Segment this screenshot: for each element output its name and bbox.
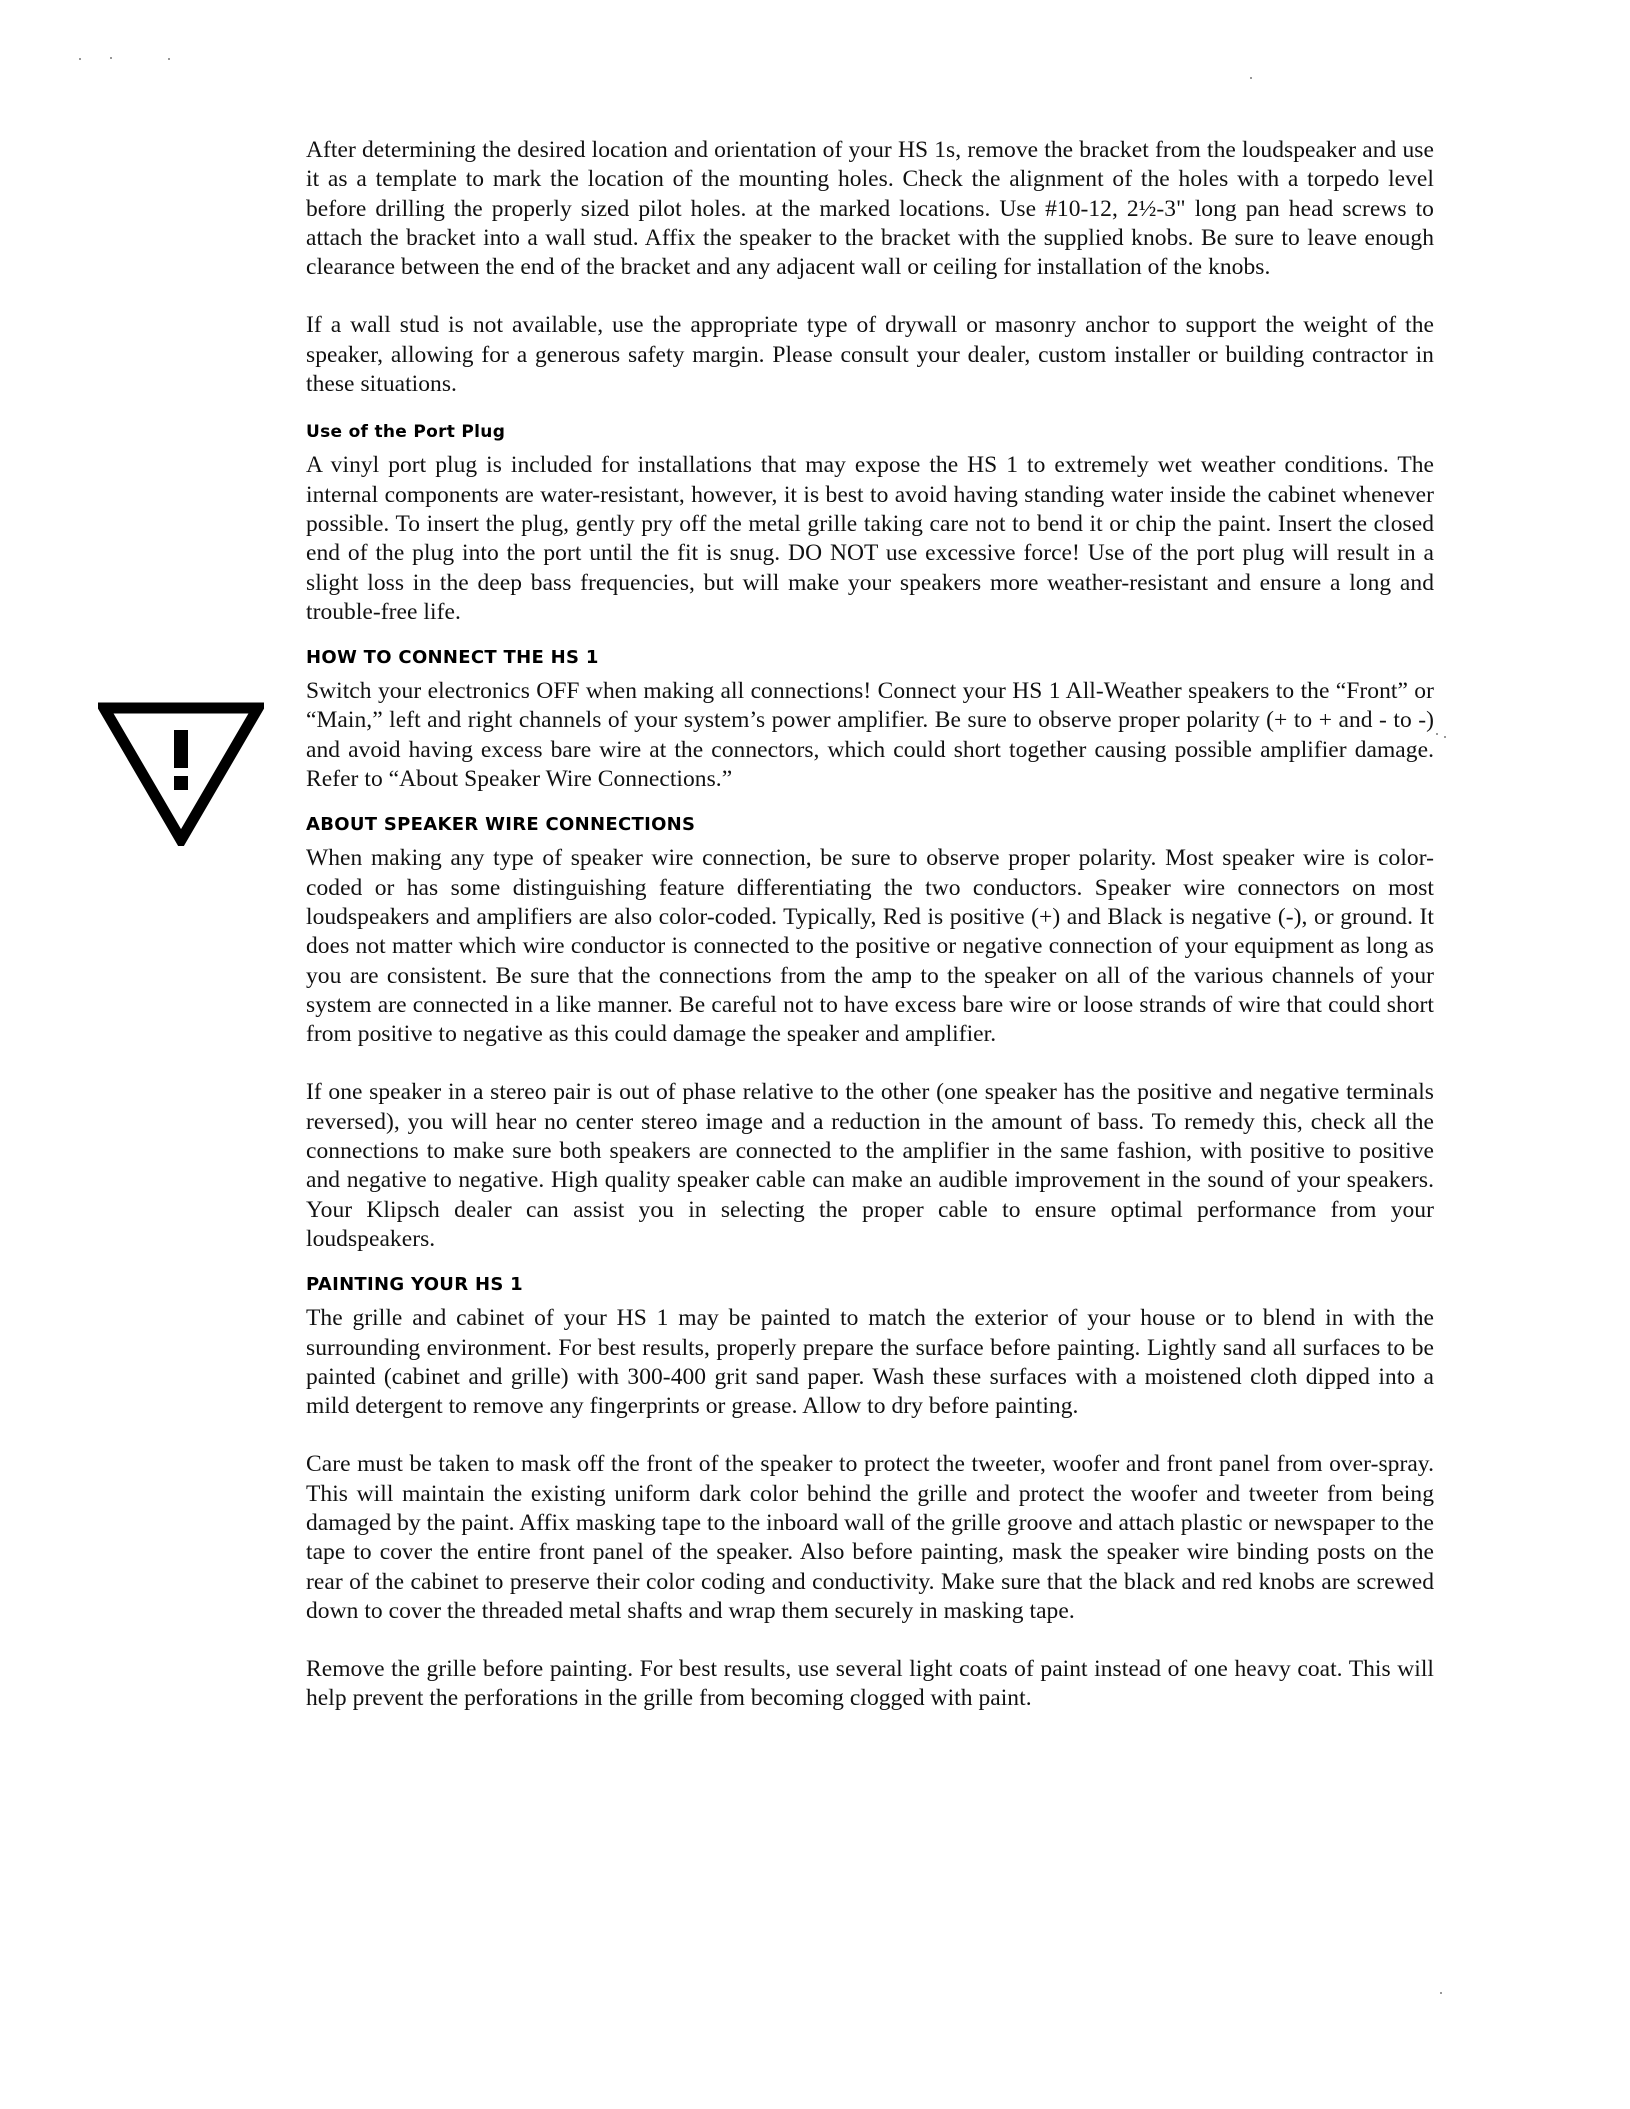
painting-paragraph-3: Remove the grille before painting. For best results, use several light coats of paint instead of one heavy coat. This will help prevent the perforations in the grille from becoming clogged with paint. xyxy=(306,1656,1434,1712)
painting-paragraph-1: The grille and cabinet of your HS 1 may be painted to match the exterior of your house or to blend in with the surrounding environment. For best results, properly prepare the surface before painting. Lightly sand all surfaces to be painted (cabinet and grille) with 300-400 grit sand paper. Wash these surfaces with a moistened cloth dipped into a mild detergent to remove any fingerprints or grease. Allow to dry before painting. xyxy=(306,1305,1434,1420)
wire-paragraph-1: When making any type of speaker wire connection, be sure to observe proper polarity. Most speaker wire is color-coded or has some distinguishing feature differentiating the two conductors. Speaker wire connectors on most loudspeakers and amplifiers are also color-coded. Typically, Red is positive (+) and Black is negative (-), or ground. It does not matter which wire conductor is connected to the positive or negative connection of your equipment as long as you are consistent. Be sure that the connections from the amp to the speaker on all of the various channels of your system are connected in a like manner. Be careful not to have excess bare wire or loose strands of wire that could short from positive to negative as this could damage the speaker and amplifier. xyxy=(306,845,1434,1048)
mounting-paragraph: After determining the desired location and orientation of your HS 1s, remove the bracket from the loudspeaker and use it as a template to mark the location of the mounting holes. Check the alignment of the holes with a torpedo level before drilling the properly sized pilot holes. at the marked locations. Use #10-12, 2½-3" long pan head screws to attach the bracket into a wall stud. Affix the speaker to the bracket with the supplied knobs. Be sure to leave enough clearance between the end of the bracket and any adjacent wall or ceiling for installation of the knobs. xyxy=(306,137,1434,281)
warning-triangle-icon xyxy=(98,700,264,846)
connect-paragraph: Switch your electronics OFF when making all connections! Connect your HS 1 All-Weather speakers to the “Front” or “Main,” left and right channels of your system’s power amplifier. Be sure to observe proper polarity (+ to + and - to -) and avoid having excess bare wire at the connectors, which could short together causing possible amplifier damage. Refer to “About Speaker Wire Connections.” xyxy=(306,678,1434,793)
painting-paragraph-2: Care must be taken to mask off the front of the speaker to protect the tweeter, woofer and front panel from over-spray. This will maintain the existing uniform dark color behind the grille and protect the woofer and tweeter from being damaged by the paint. Affix masking tape to the inboard wall of the grille groove and attach plastic or newspaper to the tape to cover the entire front panel of the speaker. Also before painting, mask the speaker wire binding posts on the rear of the cabinet to preserve their color coding and conductivity. Make sure that the black and red knobs are screwed down to cover the threaded metal shafts and wrap them securely in masking tape. xyxy=(306,1451,1435,1624)
port-plug-paragraph: A vinyl port plug is included for installations that may expose the HS 1 to extremely wet weather conditions. The internal components are water-resistant, however, it is best to avoid having standing water inside the cabinet whenever possible. To insert the plug, gently pry off the metal grille taking care not to bend it or chip the paint. Insert the closed end of the plug into the port until the fit is snug. DO NOT use excessive force! Use of the port plug will result in a slight loss in the deep bass frequencies, but will make your speakers more weather-resistant and ensure a long and trouble-free life. xyxy=(306,452,1434,625)
port-plug-heading: Use of the Port Plug xyxy=(306,422,506,443)
wire-paragraph-2: If one speaker in a stereo pair is out of phase relative to the other (one speaker has the positive and negative terminals reversed), you will hear no center stereo image and a reduction in the amount of bass. To remedy this, check all the connections to make sure both speakers are connected to the amplifier in the same fashion, with positive to positive and negative to negative. High quality speaker cable can make an audible improvement in the sound of your speakers. Your Klipsch dealer can assist you in selecting the proper cable to ensure optimal performance from your loudspeakers. xyxy=(306,1079,1434,1252)
wire-connections-heading: ABOUT SPEAKER WIRE CONNECTIONS xyxy=(306,814,696,836)
document-body xyxy=(306,136,1434,1714)
wall-stud-paragraph: If a wall stud is not available, use the appropriate type of drywall or masonry anchor to support the weight of the speaker, allowing for a generous safety margin. Please consult your dealer, custom installer or building contractor in these situations. xyxy=(306,312,1434,398)
connect-heading: HOW TO CONNECT THE HS 1 xyxy=(306,647,599,669)
painting-heading: PAINTING YOUR HS 1 xyxy=(306,1274,523,1296)
